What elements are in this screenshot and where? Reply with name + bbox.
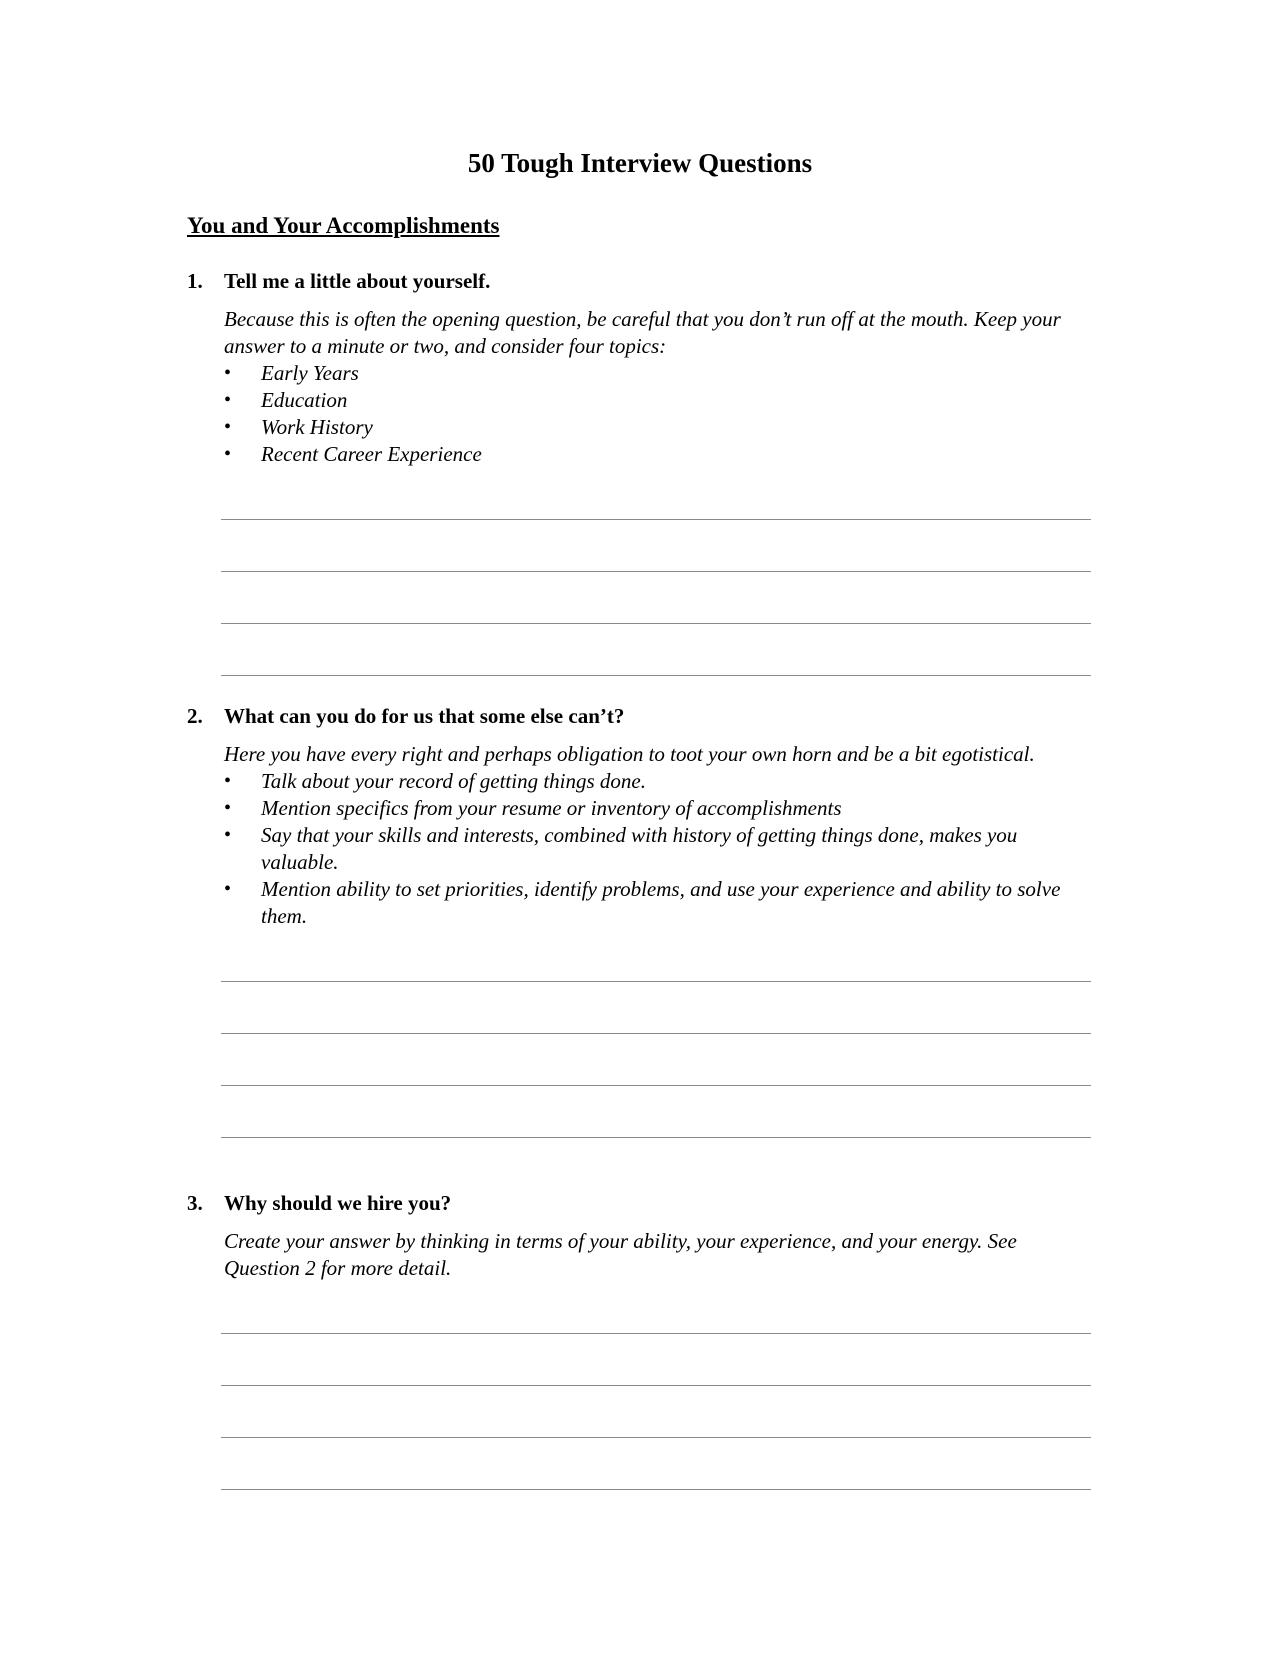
list-item — [224, 360, 1084, 387]
answer-line[interactable] — [221, 1086, 1091, 1138]
bullet-icon: • — [224, 362, 232, 384]
list-item — [224, 876, 1084, 930]
list-item-text: Education — [261, 388, 348, 412]
list-item-text: Work History — [261, 415, 373, 439]
question-text: Tell me a little about yourself. — [224, 269, 491, 293]
answer-line[interactable] — [221, 624, 1091, 676]
answer-line[interactable] — [221, 1034, 1091, 1086]
section-heading: You and Your Accomplishments — [187, 213, 500, 238]
answer-line[interactable] — [221, 1334, 1091, 1386]
list-item-text: Recent Career Experience — [261, 442, 482, 466]
answer-line[interactable] — [221, 1438, 1091, 1490]
question-guidance — [224, 1228, 1084, 1282]
answer-line[interactable] — [221, 1282, 1091, 1334]
bullet-list — [224, 360, 1084, 468]
list-item-text: Early Years — [261, 361, 359, 385]
answer-lines — [221, 1282, 1091, 1490]
question-number: 2. — [187, 704, 203, 728]
bullet-icon: • — [224, 770, 232, 792]
guidance-text: Create your answer by thinking in terms of your ability, your experience, and your energy. See Question 2 for more detail. — [224, 1229, 1017, 1280]
list-item-text: Talk about your record of getting things done. — [261, 769, 646, 793]
guidance-text: Here you have every right and perhaps obligation to toot your own horn and be a bit egotistical. — [224, 742, 1035, 766]
answer-line[interactable] — [221, 1386, 1091, 1438]
question-guidance — [224, 306, 1084, 468]
question-1 — [187, 268, 1087, 676]
bullet-icon: • — [224, 416, 232, 438]
question-text: Why should we hire you? — [224, 1191, 452, 1215]
answer-lines — [221, 468, 1091, 676]
question-guidance — [224, 741, 1084, 930]
question-header — [187, 703, 1087, 729]
bullet-list — [224, 768, 1084, 930]
answer-lines — [221, 930, 1091, 1138]
bullet-icon: • — [224, 797, 232, 819]
list-item-text: Mention specifics from your resume or inventory of accomplishments — [261, 796, 842, 820]
list-item — [224, 768, 1084, 795]
question-header — [187, 268, 1087, 294]
answer-line[interactable] — [221, 930, 1091, 982]
answer-line[interactable] — [221, 520, 1091, 572]
question-3 — [187, 1190, 1087, 1490]
list-item-text: Say that your skills and interests, combined with history of getting things done, makes you valuable. — [261, 823, 1018, 874]
question-text: What can you do for us that some else can’t? — [224, 704, 625, 728]
question-number: 1. — [187, 269, 203, 293]
list-item — [224, 414, 1084, 441]
answer-line[interactable] — [221, 982, 1091, 1034]
bullet-icon: • — [224, 389, 232, 411]
list-item — [224, 387, 1084, 414]
bullet-icon: • — [224, 443, 232, 465]
list-item — [224, 795, 1084, 822]
document-title: 50 Tough Interview Questions — [467, 148, 813, 178]
question-number: 3. — [187, 1191, 203, 1215]
answer-line[interactable] — [221, 572, 1091, 624]
question-header — [187, 1190, 1087, 1216]
list-item — [224, 441, 1084, 468]
bullet-icon: • — [224, 824, 232, 846]
answer-line[interactable] — [221, 468, 1091, 520]
bullet-icon: • — [224, 878, 232, 900]
guidance-text: Because this is often the opening question, be careful that you don’t run off at the mouth. Keep your answer to a minute or two, and consider four topics: — [224, 307, 1061, 358]
question-2 — [187, 703, 1087, 1138]
list-item-text: Mention ability to set priorities, identify problems, and use your experience and ability to solve them. — [261, 877, 1061, 928]
list-item — [224, 822, 1084, 876]
